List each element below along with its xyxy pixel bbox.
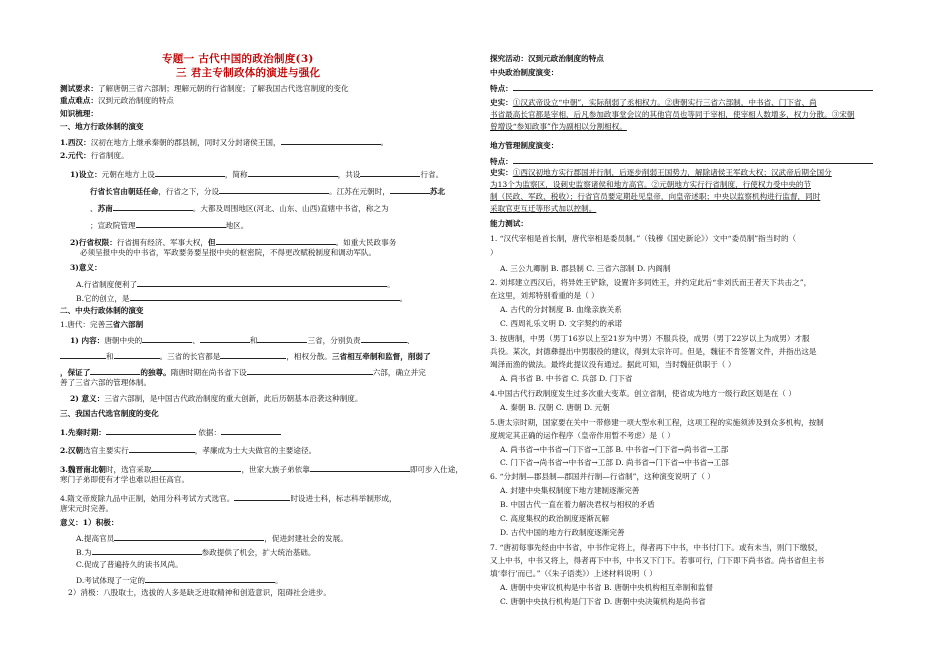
- s1-3-label: 3)意义：: [70, 263, 102, 272]
- q7-options-2: C. 唐朝中央执行机构是门下省 D. 唐朝中央决策机构是尚书省: [500, 597, 706, 606]
- q4-line1: 4.中国古代行政制度发生过多次重大变革。创立省制，使省成为地方一级行政区划是在（ ）: [490, 389, 796, 398]
- q7-line3: 填‘奉行’而已。”（《朱子语类》）上述材料说明（ ）: [490, 569, 657, 578]
- s3-item-4b: 唐宋元时完善。: [60, 504, 114, 513]
- central-history-2: 书省最高长官都是宰相，后凡参加政事堂会议的其他官员也等同于宰相，使宰相人数增多，权力分散。③宋朝: [490, 110, 855, 119]
- test-requirements: 测试要求：了解唐朝三省六部制；理解元朝的行省制度；了解我国古代选官制度的变化: [60, 84, 349, 93]
- s3-item-3: 3.魏晋南北朝时，选官采取 ，世家大族子弟依靠 即可步入仕途，: [60, 465, 463, 474]
- s3-negative: 2）消极：八股取士，选拔的人多是缺乏进取精神和创造意识，阻碍社会进步。: [68, 588, 332, 597]
- s3-item-3b: 寒门子弟即使有才学也难以担任高官。: [60, 475, 190, 484]
- s1-2a-line3: 、苏南 。大都及周围地区(河北、山东、山西)直辖中书省，称之为: [90, 204, 389, 213]
- local-history-4: 采取官吏互迁等形式加以控制。: [490, 204, 597, 213]
- s3-item-2: 2.汉朝选官主要实行 ，孝廉成为士大夫做官的主要途径。: [60, 446, 317, 455]
- q6-option-d: D. 古代中国的地方行政制度逐渐完善: [500, 528, 625, 537]
- q6-option-b: B. 中国古代一直在着力解决君权与相权的矛盾: [500, 500, 655, 509]
- q4-options: A. 秦朝 B. 汉朝 C. 唐朝 D. 元朝: [500, 403, 610, 412]
- local-feature: 特点：: [490, 155, 873, 167]
- q2-line2: 在这里，刘邦特别看重的是（ ）: [490, 291, 599, 300]
- s1-2b-line2: 必须呈报中央的中书省，军政要务要呈报中央的枢密院，不得更改赋税制度和调动军队。: [80, 248, 377, 257]
- local-history-1: 史实：①西汉初地方实行郡国并行制，后逐步削弱王国势力，解除诸侯王军政大权；汉武帝后期全国分: [490, 168, 832, 177]
- section-2-title: 二、中央行政体制的演变: [60, 306, 144, 315]
- knowledge-heading: 知识梳理：: [60, 109, 98, 118]
- q3-line3: 竭泽而渔的做法。最终此提议没有通过。据此可知，当时魏征供职于（ ）: [490, 360, 736, 369]
- s1-2a-line1: 1)设立：元朝在地方上设 ，简称 ，共设 行省。: [70, 170, 444, 179]
- document-subtitle: 三 君主专制政体的演进与强化: [176, 67, 321, 79]
- s1-3-a: A.行省制度便利了 。: [76, 280, 395, 289]
- section-3-title: 三、我国古代选官制度的变化: [60, 409, 159, 418]
- q5-line1: 5.唐太宗时期，国家要在关中一带修建一项大型水利工程，这项工程的实施须涉及到众多机构，按制: [490, 418, 824, 427]
- central-history-1: 史实：①汉武帝设立“中朝”，实际削弱了丞相权力。②唐朝实行三省六部制，中书省、门下省、尚: [490, 98, 817, 107]
- s1-item-2: 2.元代：行省制度。: [60, 151, 129, 160]
- s3-item-1: 1.先秦时期： 依据：: [60, 426, 281, 438]
- q3-options: A. 尚书省 B. 中书省 C. 兵部 D. 门下省: [500, 374, 633, 383]
- s3-item-4: 4.隋文帝废除九品中正制，始用分科考试方式选官。 时设进士科，标志科举制形成，: [60, 494, 397, 503]
- key-points: 重点难点：汉到元政治制度的特点: [60, 96, 174, 105]
- document-title: 专题一 古代中国的政治制度(3): [162, 53, 314, 65]
- s3-meaning-d: D.考试体现了一定的 。: [76, 576, 283, 585]
- s2-1a-line1: 1) 内容：唐朝中央的 、 和 三省，分别负责 、: [70, 336, 415, 345]
- s2-1a-line3: ，保证了 的独尊。隋唐时期在尚书省下设 六部，确立并完: [60, 368, 426, 377]
- ability-test-label: 能力测试：: [490, 219, 528, 228]
- central-feature: 特点：: [490, 82, 873, 94]
- q3-line1: 3. 按唐制，中男（男丁16岁以上至21岁为中男）不服兵役，成男（男丁22岁以上为成男）才服: [490, 334, 810, 343]
- q1-line2: ）: [490, 248, 498, 257]
- q2-options-2: C. 西周礼乐文明 D. 文字契约的承诺: [500, 319, 623, 328]
- s1-item-1: 1.西汉：汉初在地方上继承秦朝的郡县制，同时又分封诸侯王国， 。: [60, 138, 389, 147]
- local-evolution-label: 地方管理制度演变：: [490, 141, 559, 150]
- q3-line2: 兵役。某次，封德彝提出中男服役的建议，得到太宗许可。但是，魏征不肯签署文件，并指出这是: [490, 347, 817, 356]
- q1-options: A. 三公九卿制 B. 郡县制 C. 三省六部制 D. 内阁制: [500, 264, 671, 273]
- section-1-title: 一、地方行政体制的演变: [60, 122, 144, 131]
- q7-line1: 7. “唐初每事先经由中书省，中书作定将上，得者再下中书，中书付门下。或有未当，则门下缴驳，: [490, 543, 823, 552]
- local-history-2: 为13个为监察区，设刺史监察诸侯和地方高官。②元朝地方实行行省制度，行使权力受中央的节: [490, 180, 812, 189]
- q5-options-1: A. 尚书省→中书省→门下省→工部 B. 中书省→门下省→尚书省→工部: [500, 445, 729, 454]
- s2-item-2: 2) 意义：三省六部制，是中国古代政治制度的重大创新，此后历朝基本沿袭这种制度。: [70, 394, 363, 403]
- s1-2a-line4: ；宣政院管理 地区。: [90, 221, 249, 230]
- q7-options-1: A. 唐朝中央审议机构是中书省 B. 唐朝中央机构相互牵制和监督: [500, 583, 713, 592]
- local-history-3: 制（民政、军政、税收）；行省官员要定期赴见皇帝，向皇帝述职；中央以监察机构进行监督，同时: [490, 192, 821, 201]
- q2-line1: 2. 刘邦建立西汉后，将异姓王铲除，设置许多同姓王，并约定此后“非刘氏而王者天下共击之”，: [490, 278, 812, 287]
- s2-item-1: 1.唐代：完善三省六部制: [60, 320, 144, 329]
- s2-1a-line2: 和 。三省的长官都是 ，相权分散。三省相互牵制和监督，削弱了: [60, 350, 431, 362]
- q6-option-c: C. 高度集权的政治制度逐渐瓦解: [500, 514, 610, 523]
- s2-1a-line4: 善了三省六部的管理体制。: [60, 378, 152, 387]
- q5-options-2: C. 门下省→尚书省→中书省→工部 D. 尚书省→门下省→中书省→工部: [500, 458, 729, 467]
- s1-2a-line2: 行省长官由朝廷任命，行省之下，分设 。江苏在元朝时， 苏北: [90, 187, 446, 196]
- central-evolution-label: 中央政治制度演变：: [490, 68, 559, 77]
- s3-meaning-a: A.提高官员 ，促进封建社会的发展。: [76, 534, 348, 543]
- q1-line1: 1. “汉代宰相是首长制，唐代宰相是委员制。”（钱穆《国史新论》）文中“委员制”指当时的（: [490, 234, 797, 243]
- central-history-3: 曾增设“参知政事”作为副相以分割相权。: [490, 122, 627, 131]
- s3-meaning-label: 意义：1）积极：: [60, 518, 119, 527]
- s1-3-b: B.它的创立，是 。: [76, 294, 408, 303]
- explore-activity: 探究活动：汉到元政治制度的特点: [490, 54, 604, 63]
- q2-options-1: A. 古代的分封制度 B. 血缘亲族关系: [500, 305, 622, 314]
- q6-line1: 6. “分封制—郡县制—郡国并行制—行省制”，这种演变说明了（ ）: [490, 472, 715, 481]
- q7-line2: 又上中书，中书又将上，得者再下中书，中书又下门下。若事可行，门下即下尚书省。尚书省但主书: [490, 556, 825, 565]
- q5-line2: 度规定其正确的运作程序（皇帝作用暂不考虑）是（ ）: [490, 431, 675, 440]
- s3-meaning-b: B.为 参政提供了机会，扩大统治基础。: [76, 548, 316, 557]
- s3-meaning-c: C.促成了普遍持久的读书风尚。: [76, 560, 183, 569]
- q6-option-a: A. 封建中央集权制度下地方建制逐渐完善: [500, 486, 640, 495]
- s1-2b-line1: 2)行省权限：行省拥有经济、军事大权，但 。如重大民政事务: [70, 238, 397, 247]
